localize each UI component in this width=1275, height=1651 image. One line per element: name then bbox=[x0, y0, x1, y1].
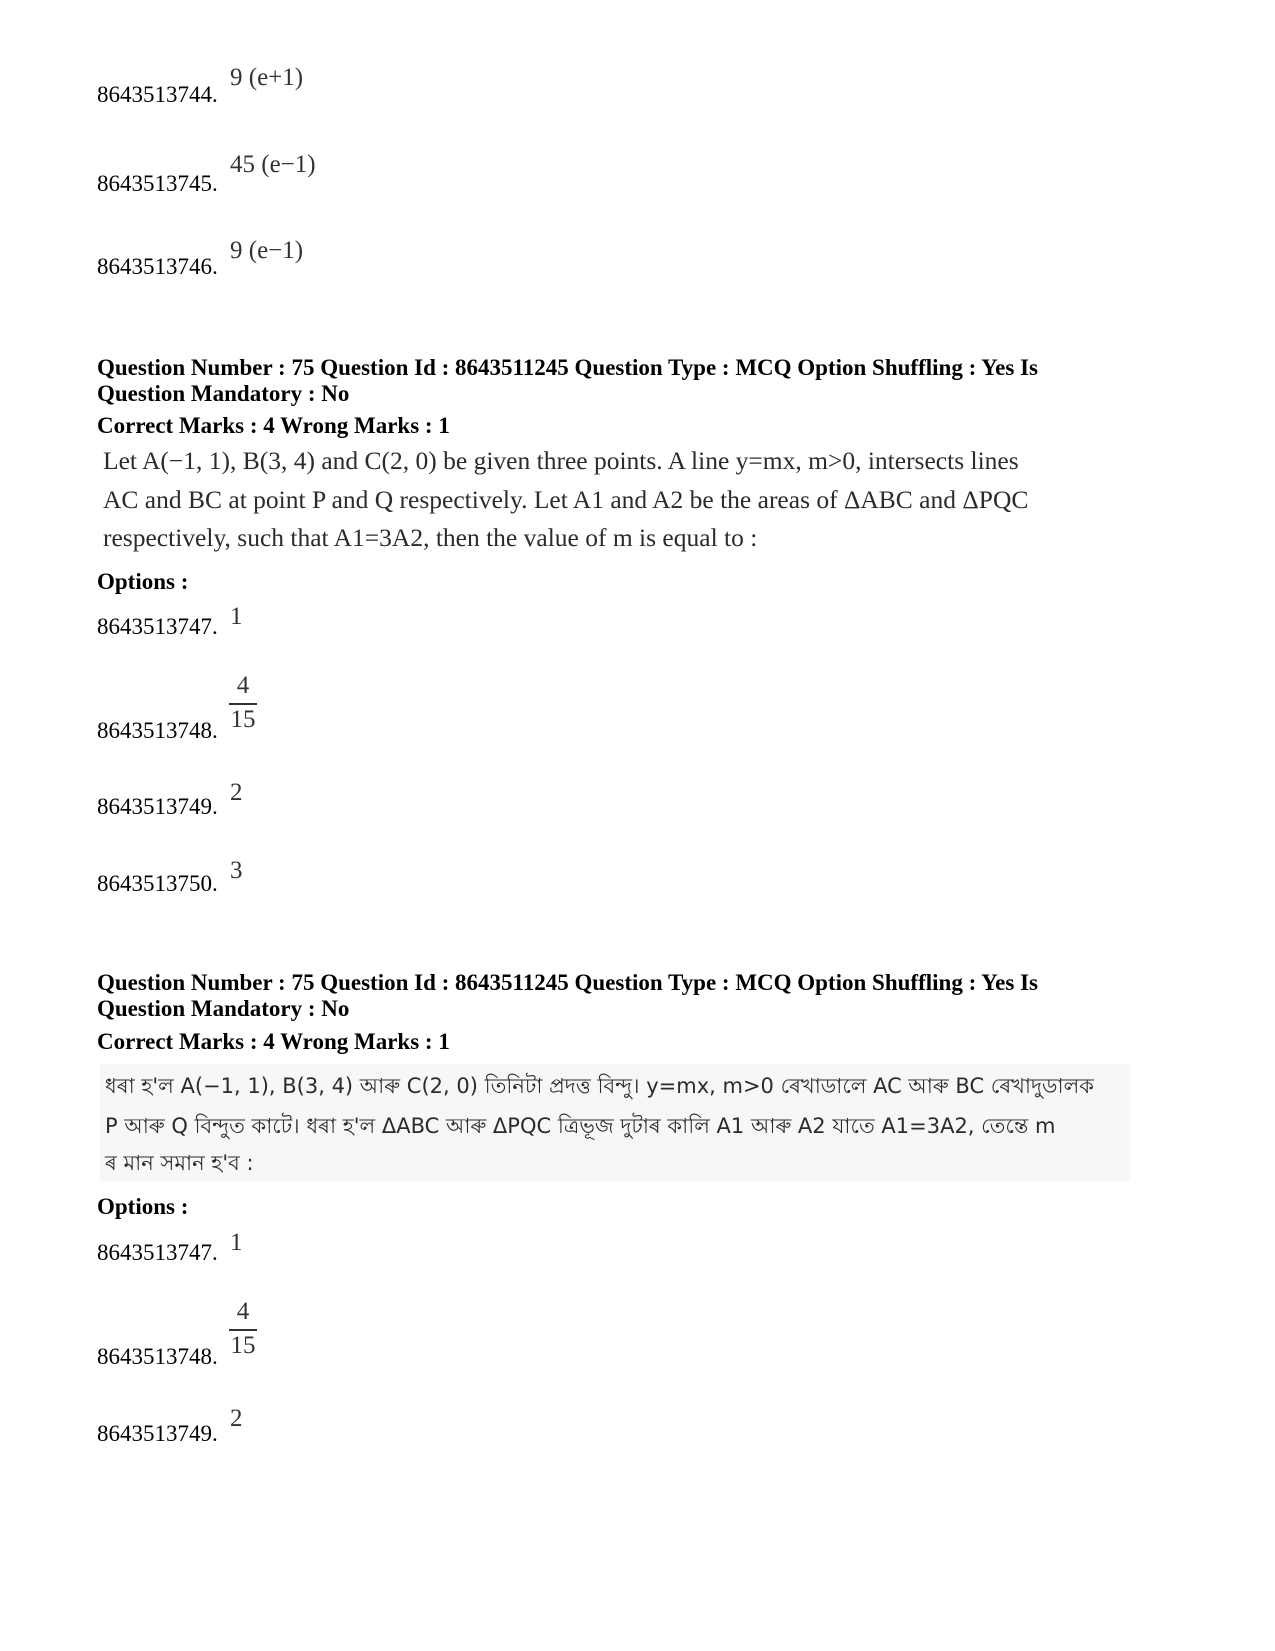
option-value: 9 (e−1) bbox=[230, 237, 304, 264]
option-id: 8643513749. bbox=[97, 794, 218, 819]
options-label: Options : bbox=[97, 569, 189, 594]
option-value: 1 bbox=[230, 603, 243, 630]
option-id: 8643513744. bbox=[97, 82, 218, 107]
question-header: Question Number : 75 Question Id : 8643511245 Question Type : MCQ Option Shuffling : Yes Is bbox=[97, 355, 1038, 380]
option-id: 8643513750. bbox=[97, 871, 218, 896]
marks-line: Correct Marks : 4 Wrong Marks : 1 bbox=[97, 413, 450, 438]
question-text-line: AC and BC at point P and Q respectively. Let A1 and A2 be the areas of ΔABC and ΔPQC bbox=[103, 485, 1029, 514]
fraction-bar bbox=[229, 1329, 257, 1331]
option-id: 8643513749. bbox=[97, 1421, 218, 1446]
fraction-bar bbox=[229, 703, 257, 705]
question-text-line: Let A(−1, 1), B(3, 4) and C(2, 0) be given three points. A line y=mx, m>0, intersects lines bbox=[103, 446, 1019, 475]
option-value: 1 bbox=[230, 1229, 243, 1256]
fraction-denominator: 15 bbox=[230, 705, 256, 733]
option-id: 8643513746. bbox=[97, 254, 218, 279]
option-value: 9 (e+1) bbox=[230, 64, 304, 91]
option-value: 3 bbox=[230, 857, 243, 884]
option-value: 2 bbox=[230, 779, 243, 806]
question-text-line: P আৰু Q বিন্দুত কাটে। ধৰা হ'ল ΔABC আৰু ΔPQC ত্ৰিভূজ দুটাৰ কালি A1 আৰু A2 যাতে A1=3A2, তেন্তে m bbox=[105, 1114, 1056, 1138]
question-text-line: ধৰা হ'ল A(−1, 1), B(3, 4) আৰু C(2, 0) তিনিটা প্ৰদত্ত বিন্দু। y=mx, m>0 ৰেখাডালে AC আৰু BC ৰেখাদুডালক bbox=[105, 1074, 1094, 1098]
option-value: 2 bbox=[230, 1405, 243, 1432]
question-header-mandatory: Question Mandatory : No bbox=[97, 381, 350, 406]
marks-line: Correct Marks : 4 Wrong Marks : 1 bbox=[97, 1029, 450, 1054]
fraction-numerator: 4 bbox=[236, 672, 250, 699]
question-text-line: respectively, such that A1=3A2, then the value of m is equal to : bbox=[103, 523, 758, 552]
option-id: 8643513745. bbox=[97, 171, 218, 196]
fraction-value bbox=[229, 1298, 257, 1361]
option-id: 8643513748. bbox=[97, 718, 218, 743]
options-label: Options : bbox=[97, 1194, 189, 1219]
fraction-value bbox=[229, 672, 257, 735]
question-header: Question Number : 75 Question Id : 8643511245 Question Type : MCQ Option Shuffling : Yes Is bbox=[97, 970, 1038, 995]
option-id: 8643513748. bbox=[97, 1344, 218, 1369]
option-id: 8643513747. bbox=[97, 614, 218, 639]
question-text-line: ৰ মান সমান হ'ব : bbox=[105, 1151, 254, 1175]
option-id: 8643513747. bbox=[97, 1240, 218, 1265]
option-value: 45 (e−1) bbox=[230, 151, 316, 178]
fraction-denominator: 15 bbox=[230, 1331, 256, 1359]
fraction-numerator: 4 bbox=[236, 1298, 250, 1325]
question-header-mandatory: Question Mandatory : No bbox=[97, 996, 350, 1021]
